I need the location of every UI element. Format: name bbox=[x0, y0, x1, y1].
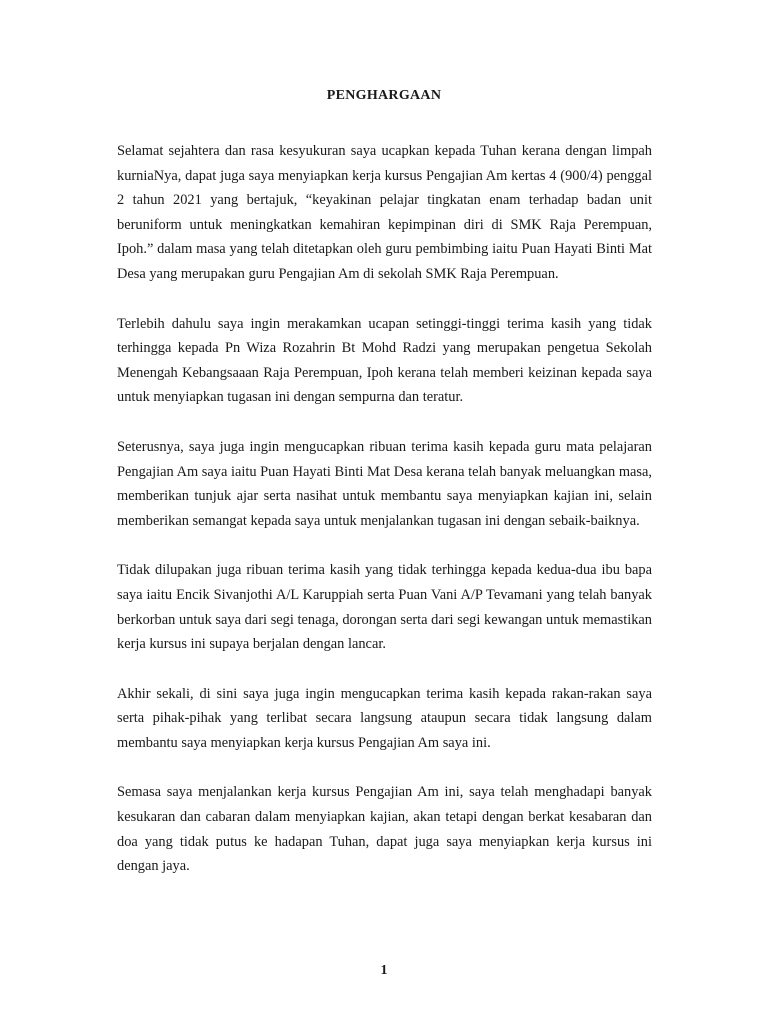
paragraph-6: Semasa saya menjalankan kerja kursus Pengajian Am ini, saya telah menghadapi banyak kesukaran dan cabaran dalam menyiapkan kajian, akan tetapi dengan berkat kesabaran dan doa yang tidak putus ke hadapan Tuhan, dapat juga saya menyiapkan kerja kursus ini dengan jaya. bbox=[117, 784, 652, 875]
paragraph-5: Akhir sekali, di sini saya juga ingin mengucapkan terima kasih kepada rakan-rakan saya serta pihak-pihak yang terlibat secara langsung ataupun secara tidak langsung dalam membantu saya menyiapkan kerja kursus Pengajian Am saya ini. bbox=[117, 685, 652, 751]
page-number: 1 bbox=[380, 963, 388, 978]
paragraph-4: Tidak dilupakan juga ribuan terima kasih yang tidak terhingga kepada kedua-dua ibu bapa saya iaitu Encik Sivanjothi A/L Karuppiah serta Puan Vani A/P Tevamani yang telah banyak berkorban untuk saya dari segi tenaga, dorongan serta dari segi kewangan untuk memastikan kerja kursus ini supaya berjalan dengan lancar. bbox=[117, 562, 652, 653]
paragraph-2: Terlebih dahulu saya ingin merakamkan ucapan setinggi-tinggi terima kasih yang tidak terhingga kepada Pn Wiza Rozahrin Bt Mohd Radzi yang merupakan pengetua Sekolah Menengah Kebangsaaan Raja Perempuan, Ipoh kerana telah memberi keizinan kepada saya untuk menyiapkan tugasan ini dengan sempurna dan teratur. bbox=[117, 315, 652, 406]
document-body bbox=[117, 139, 652, 904]
page-title: PENGHARGAAN bbox=[326, 88, 442, 103]
paragraph-3: Seterusnya, saya juga ingin mengucapkan ribuan terima kasih kepada guru mata pelajaran Pengajian Am saya iaitu Puan Hayati Binti Mat Desa kerana telah banyak meluangkan masa, memberikan tunjuk ajar serta nasihat untuk membantu saya menyiapkan kajian ini, selain memberikan semangat kepada saya untuk menjalankan tugasan ini dengan sebaik-baiknya. bbox=[117, 438, 652, 529]
paragraph-1: Selamat sejahtera dan rasa kesyukuran saya ucapkan kepada Tuhan kerana dengan limpah kurniaNya, dapat juga saya menyiapkan kerja kursus Pengajian Am kertas 4 (900/4) penggal 2 tahun 2021 yang bertajuk, “keyakinan pelajar tingkatan enam terhadap badan unit beruniform untuk meningkatkan kemahiran kepimpinan diri di SMK Raja Perempuan, Ipoh.” dalam masa yang telah ditetapkan oleh guru pembimbing iaitu Puan Hayati Binti Mat Desa yang merupakan guru Pengajian Am di sekolah SMK Raja Perempuan. bbox=[117, 143, 652, 282]
